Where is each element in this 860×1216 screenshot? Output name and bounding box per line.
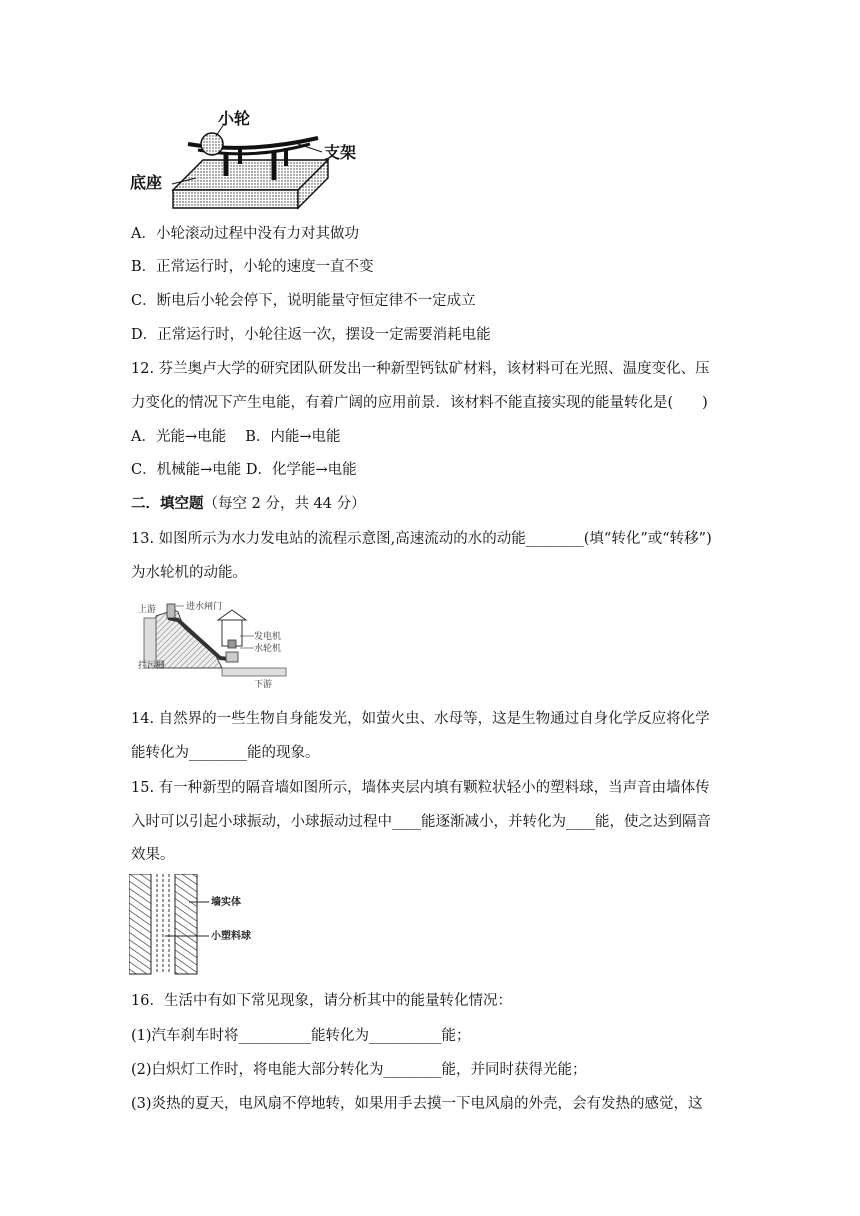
- label-downstream: 下游: [254, 680, 273, 690]
- section-heading: [131, 494, 366, 514]
- q12-options-cd: C．机械能→电能 D．化学能→电能: [131, 462, 357, 478]
- q12-options-ab: A．光能→电能 B．内能→电能: [131, 429, 341, 445]
- sound-wall-figure: [129, 874, 269, 978]
- label-upstream: 上游: [138, 605, 157, 615]
- q16-part3: (3)炎热的夏天，电风扇不停地转，如果用手去摸一下电风扇的外壳，会有发热的感觉，这: [131, 1096, 703, 1112]
- q14-line1: 14. 自然界的一些生物自身能发光，如萤火虫、水母等，这是生物通过自身化学反应将化学: [131, 711, 710, 727]
- q11-option-c: C．断电后小轮会停下，说明能量守恒定律不一定成立: [131, 293, 476, 309]
- label-gate: 进水闸门: [186, 602, 223, 612]
- q16-stem: 16．生活中有如下常见现象，请分析其中的能量转化情况：: [131, 993, 512, 1009]
- q11-option-d: D．正常运行时，小轮往返一次，摆设一定需要消耗电能: [131, 327, 491, 343]
- base-front: [173, 190, 298, 208]
- q16-part1: (1)汽车刹车时将__________能转化为__________能；: [131, 1028, 471, 1044]
- q14-line2: 能转化为________能的现象。: [131, 745, 320, 761]
- q16-part2: (2)白炽灯工作时，将电能大部分转化为________能，并同时获得光能；: [131, 1062, 587, 1078]
- q15-line1: 15. 有一种新型的隔音墙如图所示，墙体夹层内填有颗粒状轻小的塑料球，当声音由墙体传: [131, 780, 710, 796]
- q12-line2: 力变化的情况下产生电能，有着广阔的应用前景．该材料不能直接实现的能量转化是( ): [131, 395, 708, 411]
- label-stand: 支架: [324, 143, 357, 162]
- label-balls: 小塑料球: [211, 931, 251, 942]
- label-turbine: 水轮机: [254, 644, 282, 654]
- section-title: 二．填空题: [131, 495, 204, 512]
- q11-option-a: A．小轮滚动过程中没有力对其做功: [131, 226, 359, 242]
- label-base: 底座: [130, 173, 163, 192]
- hydro-station-figure: [136, 598, 296, 690]
- small-wheel: [201, 133, 223, 155]
- q12-line1: 12. 芬兰奥卢大学的研究团队研发出一种新型钙钛矿材料，该材料可在光照、温度变化、压: [131, 361, 710, 377]
- sound-wall-diagram: [129, 874, 269, 978]
- label-wheel: 小轮: [218, 109, 251, 128]
- q15-line2: 入时可以引起小球振动，小球振动过程中____能逐渐减小，并转化为____能，使之达到隔音: [131, 814, 711, 830]
- section-note: （每空 2 分，共 44 分）: [203, 496, 366, 512]
- q13-line2: 为水轮机的动能。: [131, 565, 247, 581]
- hydro-station-diagram: [136, 598, 296, 690]
- q13-line1: 13. 如图所示为水力发电站的流程示意图,高速流动的水的动能________(填“转化”或“转移”): [131, 531, 712, 547]
- wheel-stand-diagram: [128, 108, 368, 216]
- q15-line3: 效果。: [131, 847, 175, 863]
- label-wall: 墙实体: [211, 897, 241, 908]
- label-generator: 发电机: [254, 632, 282, 642]
- label-trash-rack: 拦污栅: [138, 661, 166, 671]
- wheel-stand-figure: [128, 108, 368, 216]
- q11-option-b: B．正常运行时，小轮的速度一直不变: [131, 259, 374, 275]
